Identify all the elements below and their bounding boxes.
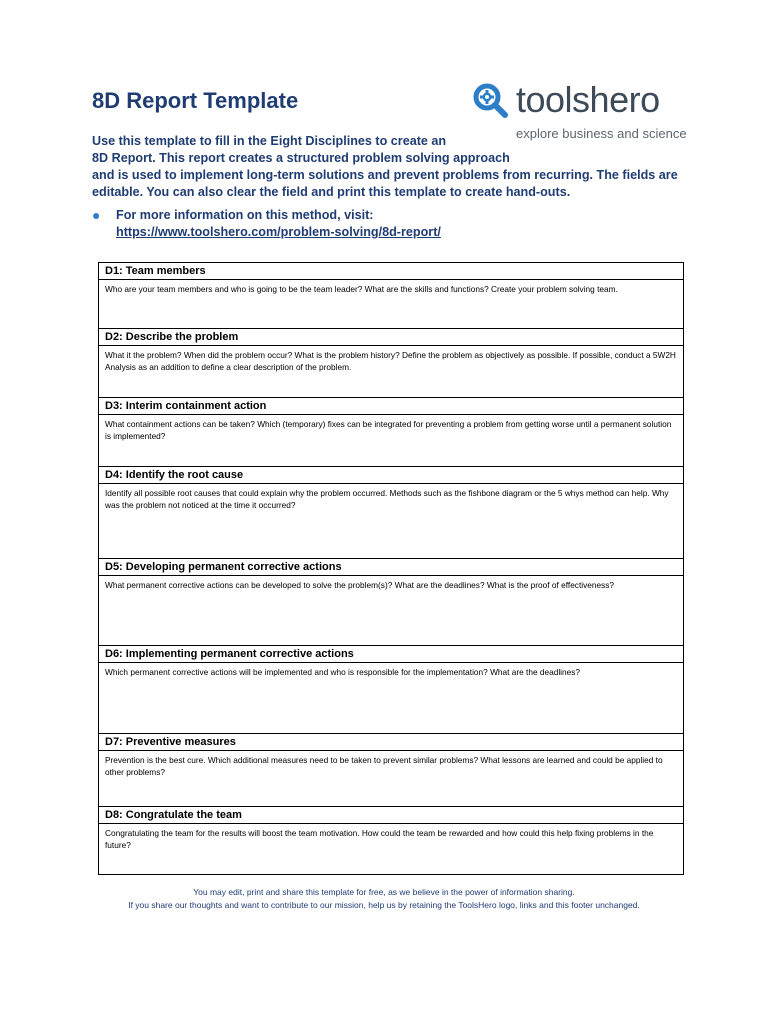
section-field[interactable]: What it the problem? When did the problem occur? What is the problem history? Define the problem as objectively as possible. If possible, conduct a 5W2H Analysis as an addition to define a clear description of the problem. (105, 350, 676, 372)
section-d1 (99, 263, 683, 329)
section-field[interactable]: Congratulating the team for the results will boost the team motivation. How could the team be rewarded and how could this help fixing problems in the future? (105, 828, 654, 850)
section-d7 (99, 734, 683, 807)
more-info-bullet (92, 207, 692, 241)
intro-line: and is used to implement long-term solutions and prevent problems from recurring. The fields are (92, 168, 678, 182)
page-title: 8D Report Template (92, 88, 299, 113)
bullet-icon: ● (92, 207, 101, 223)
section-d2 (99, 329, 683, 398)
more-info-link[interactable]: https://www.toolshero.com/problem-solving/8d-report/ (116, 225, 441, 239)
section-d3 (99, 398, 683, 467)
section-field[interactable]: Which permanent corrective actions will be implemented and who is responsible for the implementation? What are the deadlines? (105, 667, 581, 677)
section-field[interactable]: What containment actions can be taken? Which (temporary) fixes can be integrated for preventing a problem from getting worse until a permanent solution is implemented? (105, 419, 672, 441)
logo-tagline: explore business and science (516, 126, 687, 141)
section-d6 (99, 646, 683, 734)
section-d8 (99, 807, 683, 874)
section-heading: D3: Interim containment action (99, 398, 683, 415)
section-heading: D8: Congratulate the team (99, 807, 683, 824)
footer-line: You may edit, print and share this template for free, as we believe in the power of information sharing. (193, 887, 575, 897)
intro-line: 8D Report. This report creates a structured problem solving approach (92, 151, 510, 165)
section-heading: D7: Preventive measures (99, 734, 683, 751)
magnifier-gear-icon (470, 80, 510, 120)
report-sections (98, 262, 684, 875)
section-heading: D1: Team members (99, 263, 683, 280)
section-field[interactable]: Who are your team members and who is going to be the team leader? What are the skills and functions? Create your problem solving team. (105, 284, 618, 294)
section-d5 (99, 559, 683, 646)
intro-paragraph (92, 133, 692, 201)
section-heading: D6: Implementing permanent corrective actions (99, 646, 683, 663)
intro-line: editable. You can also clear the field and print this template to create hand-outs. (92, 185, 571, 199)
section-field[interactable]: Identify all possible root causes that could explain why the problem occurred. Methods such as the fishbone diagram or the 5 whys method can help. Why was the problem not noticed at the time it occurred? (105, 488, 669, 510)
intro-line: Use this template to fill in the Eight Disciplines to create an (92, 134, 447, 148)
section-heading: D4: Identify the root cause (99, 467, 683, 484)
section-d4 (99, 467, 683, 559)
section-field[interactable]: What permanent corrective actions can be developed to solve the problem(s)? What are the deadlines? What is the proof of effectiveness? (105, 580, 615, 590)
more-info-label: For more information on this method, visit: (116, 208, 374, 222)
footer-line: If you share our thoughts and want to contribute to our mission, help us by retaining the ToolsHero logo, links and this footer unchanged. (128, 900, 640, 910)
section-heading: D2: Describe the problem (99, 329, 683, 346)
logo-text: toolshero (516, 79, 660, 120)
footer (0, 886, 768, 912)
section-field[interactable]: Prevention is the best cure. Which additional measures need to be taken to prevent similar problems? What lessons are learned and could be applied to other problems? (105, 755, 663, 777)
section-heading: D5: Developing permanent corrective actions (99, 559, 683, 576)
